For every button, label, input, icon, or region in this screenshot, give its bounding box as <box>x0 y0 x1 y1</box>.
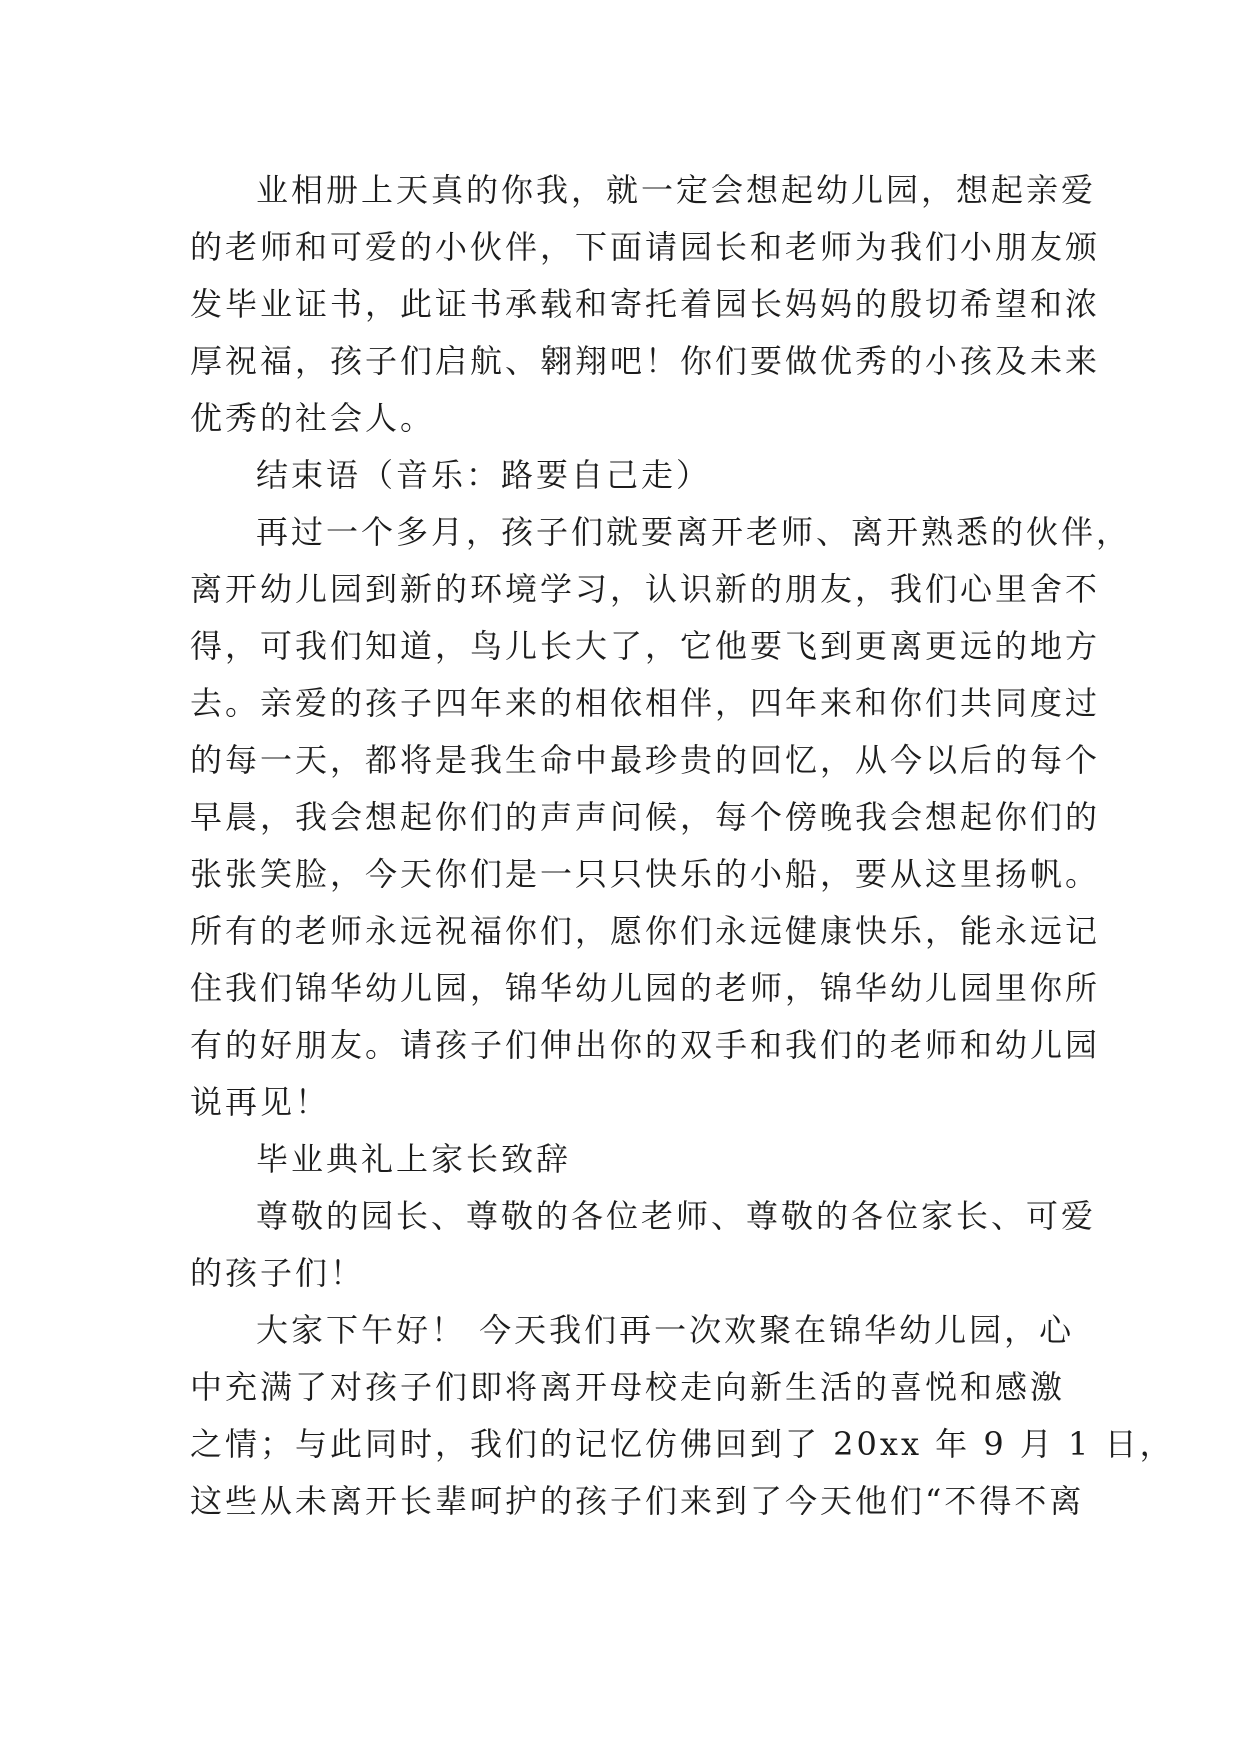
document-body <box>190 162 1175 1530</box>
text-line: 的老师和可爱的小伙伴，下面请园长和老师为我们小朋友颁 <box>190 228 1101 266</box>
text-line: 住我们锦华幼儿园，锦华幼儿园的老师，锦华幼儿园里你所 <box>190 969 1101 1007</box>
text-line: 的孩子们！ <box>190 1254 366 1292</box>
text-line: 发毕业证书，此证书承载和寄托着园长妈妈的殷切希望和浓 <box>190 285 1101 323</box>
text-line: 去。亲爱的孩子四年来的相依相伴，四年来和你们共同度过 <box>190 684 1101 722</box>
text-line: 这些从未离开长辈呵护的孩子们来到了今天他们“不得不离 <box>190 1482 1085 1520</box>
text-line: 大家下午好！ 今天我们再一次欢聚在锦华幼儿园，心 <box>256 1311 1075 1349</box>
text-line: 早晨，我会想起你们的声声问候，每个傍晚我会想起你们的 <box>190 798 1101 836</box>
text-line: 说再见！ <box>190 1083 331 1121</box>
text-line: 有的好朋友。请孩子们伸出你的双手和我们的老师和幼儿园 <box>190 1026 1101 1064</box>
text-line: 业相册上天真的你我，就一定会想起幼儿园，想起亲爱 <box>256 171 1097 209</box>
text-line: 再过一个多月，孩子们就要离开老师、离开熟悉的伙伴， <box>256 513 1132 551</box>
section-heading: 结束语（音乐：路要自己走） <box>256 456 712 494</box>
section-heading: 毕业典礼上家长致辞 <box>256 1140 572 1178</box>
text-line: 中充满了对孩子们即将离开母校走向新生活的喜悦和感激 <box>190 1368 1066 1406</box>
text-line: 厚祝福，孩子们启航、翱翔吧！你们要做优秀的小孩及未来 <box>190 342 1101 380</box>
text-line: 的每一天，都将是我生命中最珍贵的回忆，从今以后的每个 <box>190 741 1101 779</box>
text-line: 优秀的社会人。 <box>190 399 436 437</box>
text-line: 张张笑脸，今天你们是一只只快乐的小船，要从这里扬帆。 <box>190 855 1101 893</box>
text-line: 得，可我们知道，鸟儿长大了，它他要飞到更离更远的地方 <box>190 627 1101 665</box>
text-line: 所有的老师永远祝福你们，愿你们永远健康快乐，能永远记 <box>190 912 1101 950</box>
text-line: 离开幼儿园到新的环境学习，认识新的朋友，我们心里舍不 <box>190 570 1101 608</box>
text-line: 之情；与此同时，我们的记忆仿佛回到了 20xx 年 9 月 1 日， <box>190 1425 1175 1463</box>
text-line: 尊敬的园长、尊敬的各位老师、尊敬的各位家长、可爱 <box>256 1197 1097 1235</box>
